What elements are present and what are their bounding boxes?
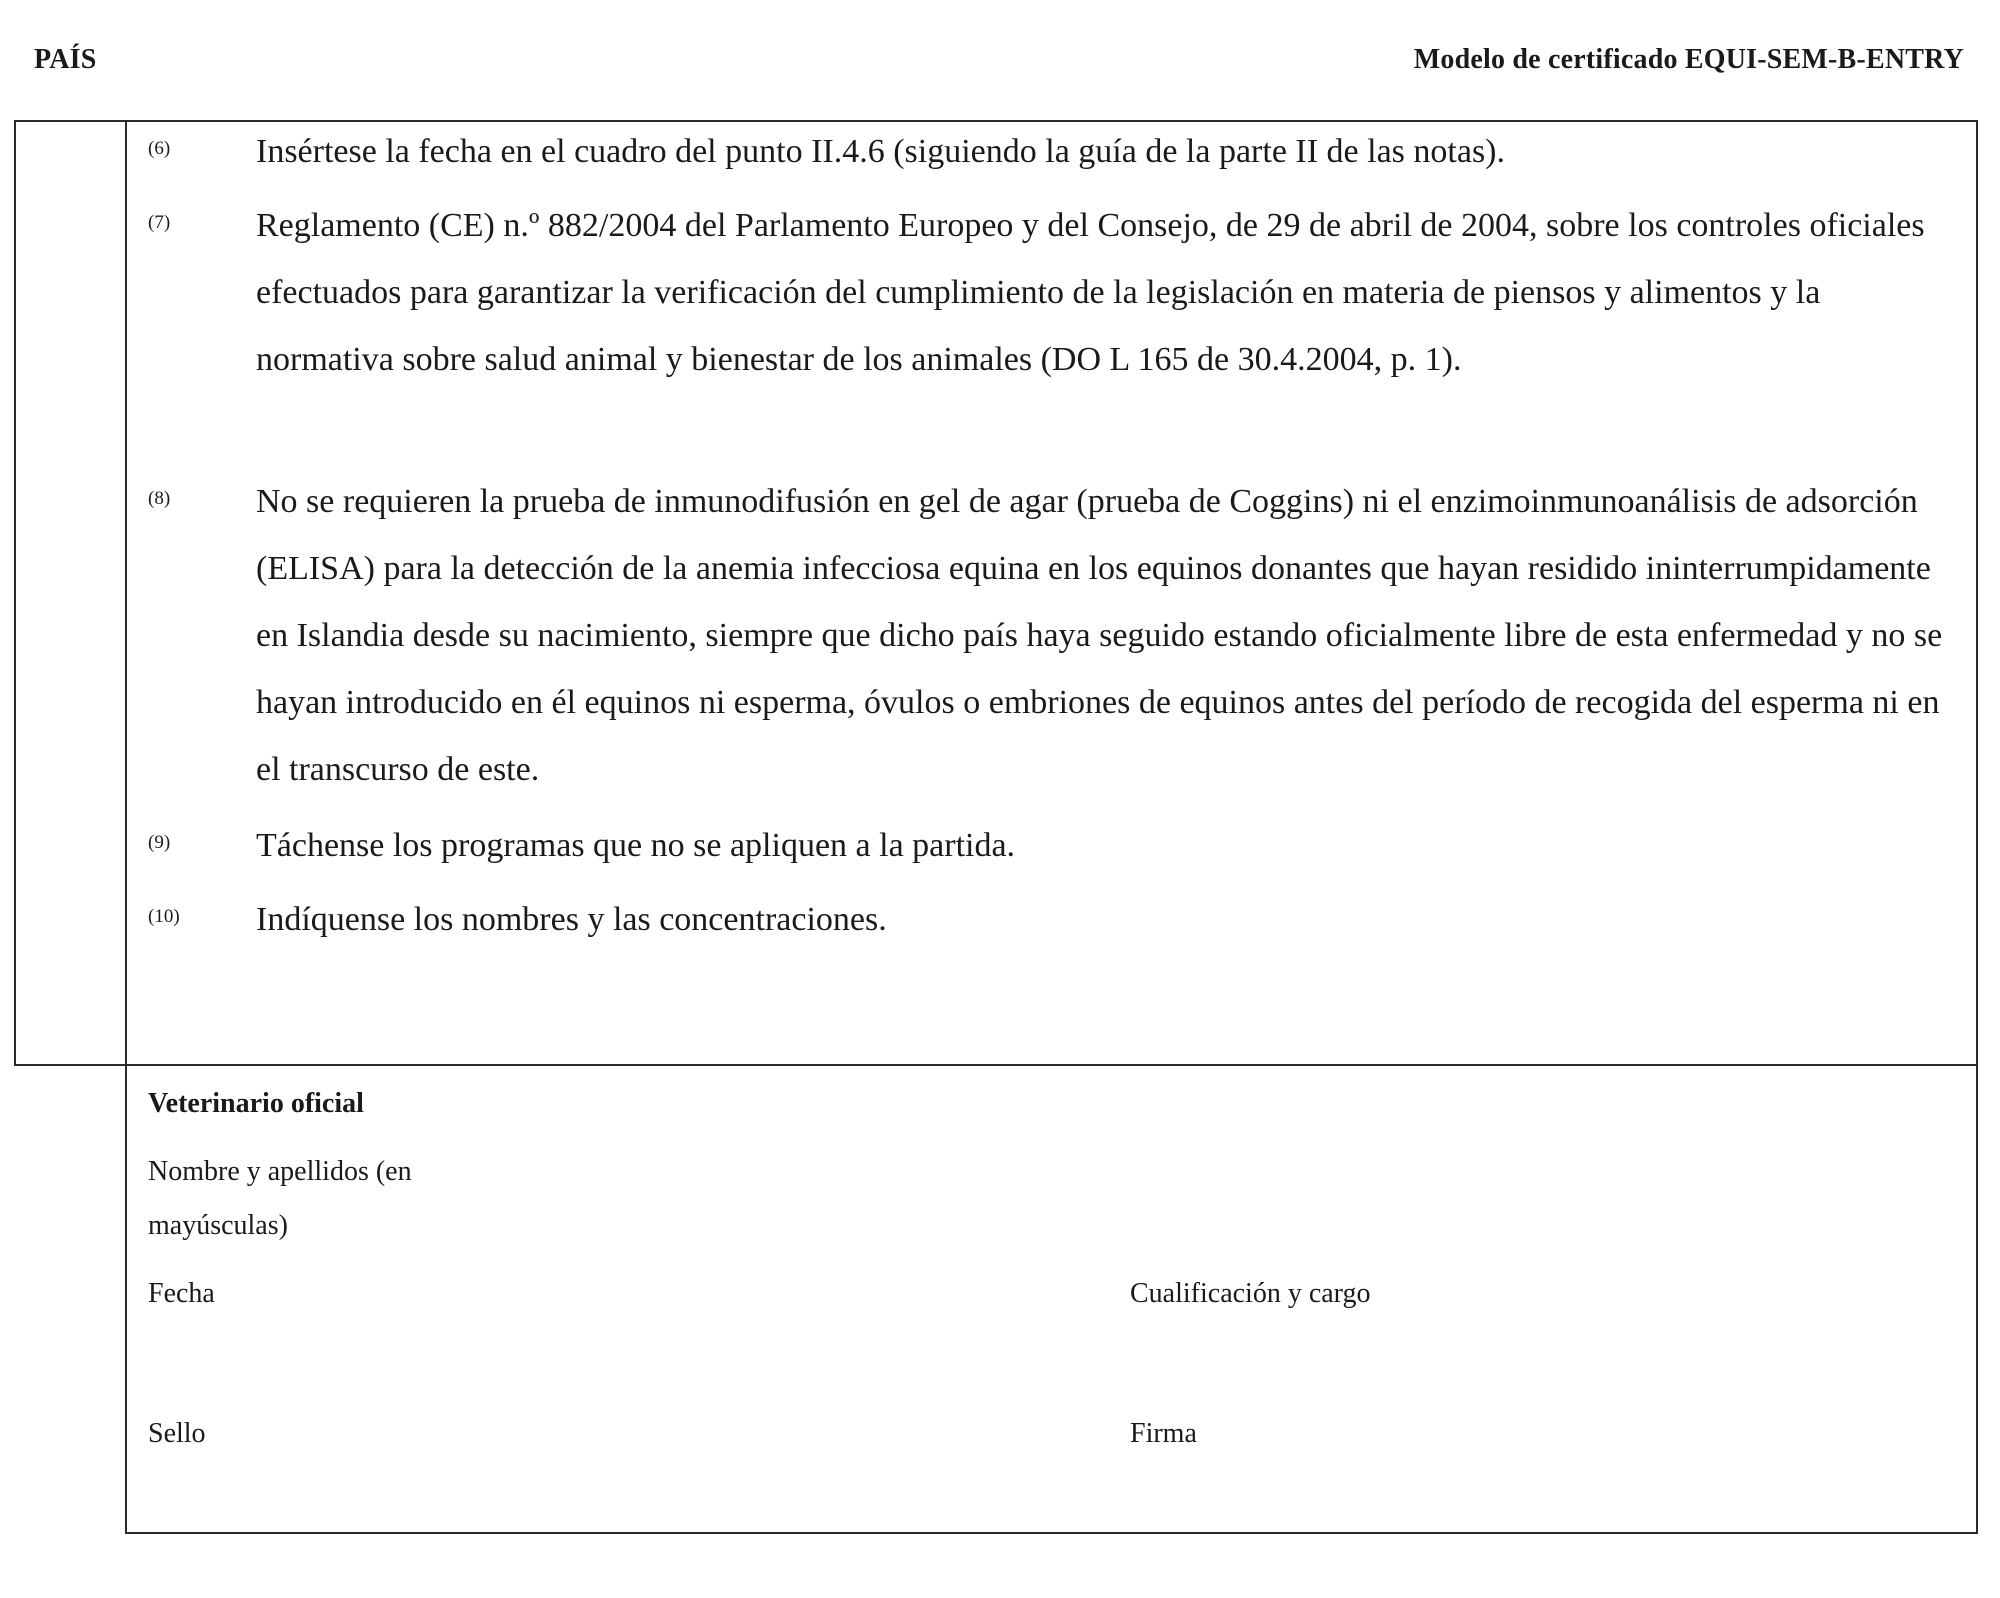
header-certificate-model: Modelo de certificado EQUI-SEM-B-ENTRY — [1413, 44, 1964, 75]
footnote-text: Indíquense los nombres y las concentraciones. — [256, 901, 887, 938]
footnote-text: Reglamento (CE) n.º 882/2004 del Parlamento Europeo y del Consejo, de 29 de abril de 2004, sobre los controles oficiales efectuados para garantizar la verificación del cumplimiento de la legislación en materia de piensos y alimentos y la normativa sobre salud animal y bienestar de los animales (DO L 165 de 30.4.2004, p. 1). — [256, 207, 1925, 378]
name-label-line1: Nombre y apellidos (en — [148, 1156, 412, 1187]
footnote-text: Táchense los programas que no se apliquen a la partida. — [256, 827, 1016, 864]
stamp-label: Sello — [148, 1418, 206, 1449]
official-veterinarian-title: Veterinario oficial — [148, 1088, 364, 1119]
footnote-text: No se requieren la prueba de inmunodifusión en gel de agar (prueba de Coggins) ni el enzimoinmunoanálisis de adsorción (ELISA) para la detección de la anemia infecciosa equina en los equinos donantes que hayan residido ininterrumpidamente en Islandia desde su nacimiento, siempre que dicho país haya seguido estando oficialmente libre de esta enfermedad y no se hayan introducido en él equinos ni esperma, óvulos o embriones de equinos antes del período de recogida del esperma ni en el transcurso de este. — [256, 483, 1943, 788]
footnote-text: Insértese la fecha en el cuadro del punto II.4.6 (siguiendo la guía de la parte II de las notas). — [256, 133, 1506, 170]
footnote-number: (10) — [148, 906, 180, 927]
signature-label: Firma — [1130, 1418, 1197, 1449]
footnote-number: (9) — [148, 832, 171, 853]
date-label: Fecha — [148, 1278, 215, 1309]
notes-column-divider — [125, 120, 127, 1066]
footnote-number: (7) — [148, 212, 171, 233]
signature-box — [125, 1064, 1978, 1534]
qualification-label: Cualificación y cargo — [1130, 1278, 1371, 1309]
name-label-line2: mayúsculas) — [148, 1210, 288, 1241]
footnote-number: (8) — [148, 488, 171, 509]
footnote-number: (6) — [148, 138, 171, 159]
header-country: PAÍS — [34, 44, 97, 75]
